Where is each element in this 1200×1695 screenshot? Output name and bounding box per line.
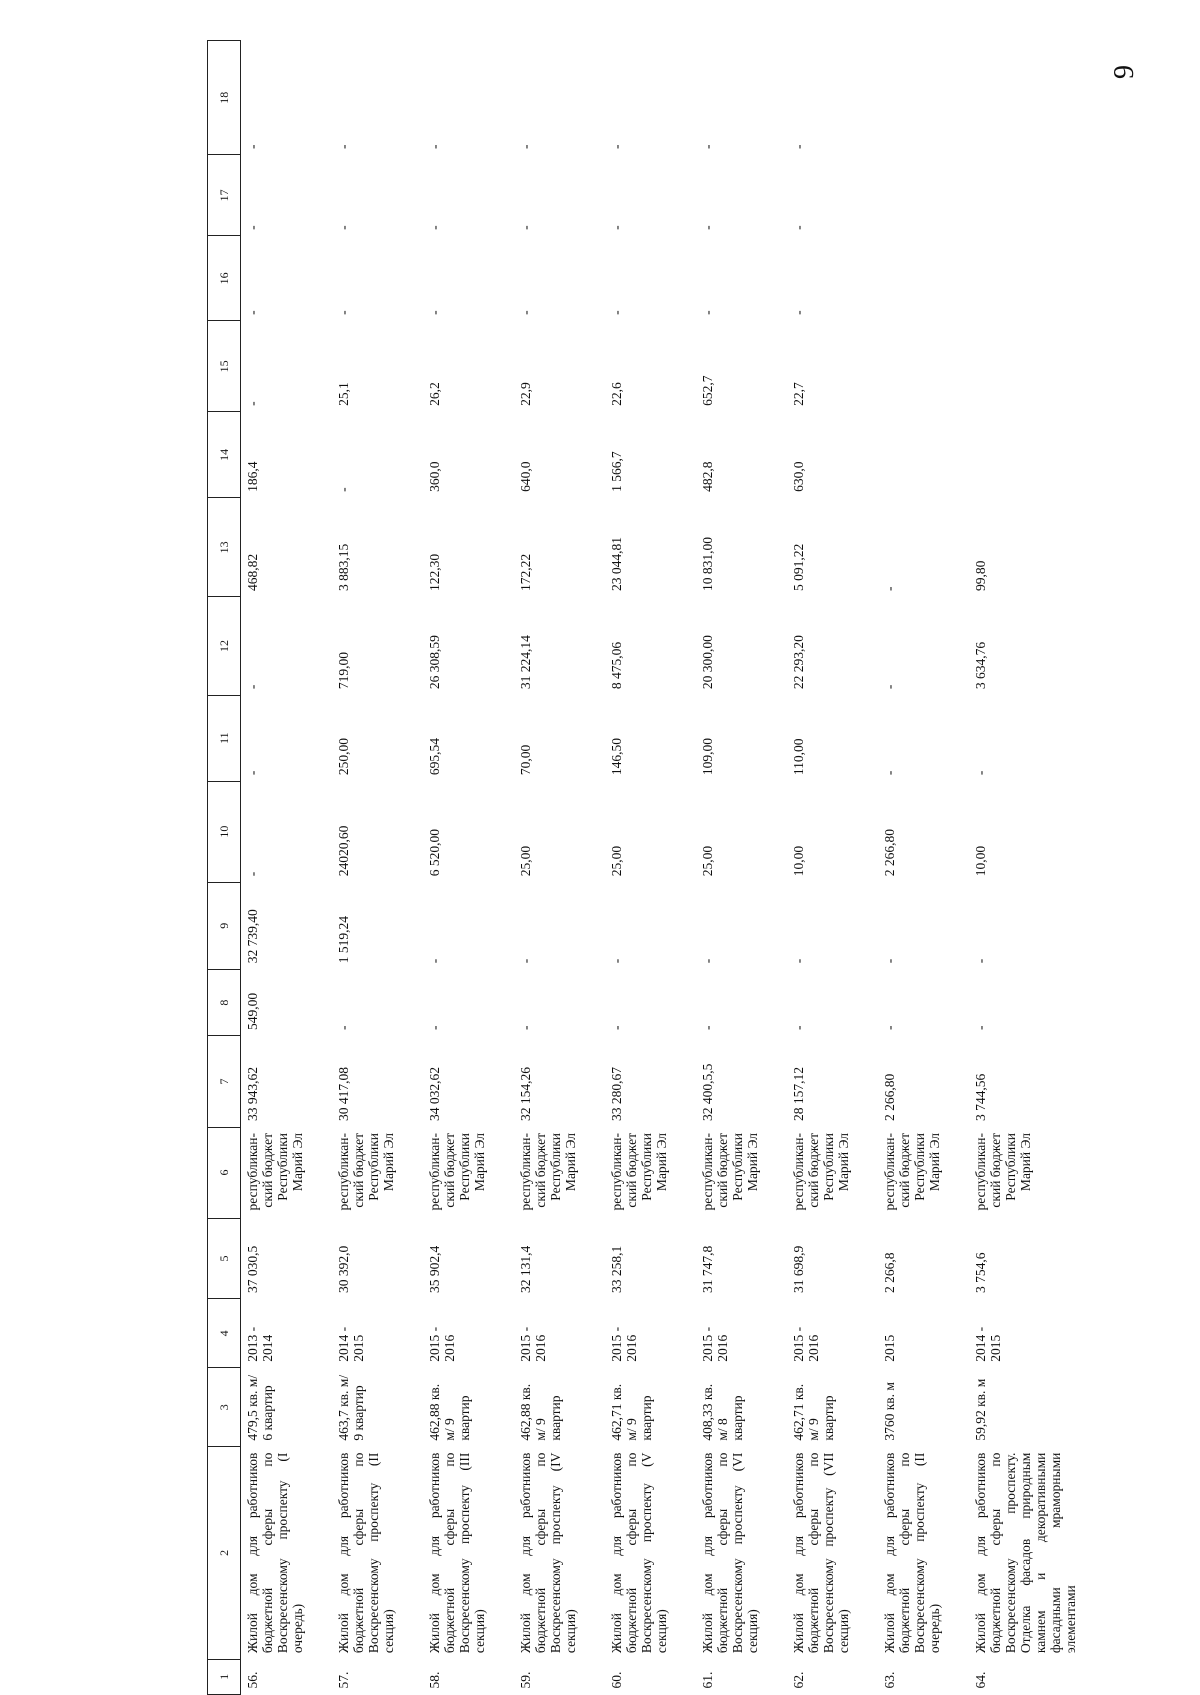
table-cell: - <box>882 770 897 776</box>
table-cell: 2014 - 2015 <box>336 1326 366 1362</box>
table-cell: - <box>973 1025 988 1030</box>
table-cell: 468,82 <box>245 553 260 591</box>
table-row <box>787 41 878 1695</box>
table-row <box>878 41 969 1695</box>
table-cell: 3 754,6 <box>973 1252 988 1293</box>
table-cell: Жилой дом для работников бюджетной сферы по Воскресенскому проспекту (III секция) <box>427 1452 487 1654</box>
table-cell: 640,0 <box>518 461 533 492</box>
table-cell: 32 739,40 <box>245 909 260 964</box>
table-cell: 3 634,76 <box>973 641 988 690</box>
table-cell: 37 030,5 <box>245 1245 260 1293</box>
table-cell: 25,00 <box>518 845 533 877</box>
table-cell: Жилой дом для работников бюджетной сферы по Воскресенскому проспекту (II секция) <box>336 1452 396 1654</box>
column-header: 1 <box>208 1659 241 1694</box>
table-cell: 61. <box>700 1671 715 1689</box>
table-cell: 33 943,62 <box>245 1067 260 1122</box>
table-cell: - <box>518 225 533 230</box>
table-cell: 25,00 <box>700 845 715 877</box>
table-cell: 2015 - 2016 <box>609 1326 639 1362</box>
column-header: 3 <box>208 1368 241 1447</box>
table-cell: 25,00 <box>609 845 624 877</box>
table-cell: - <box>791 958 806 964</box>
table-cell: 22 293,20 <box>791 635 806 690</box>
table-cell: - <box>609 225 624 230</box>
table-cell: 58. <box>427 1671 442 1689</box>
table-cell: - <box>427 1025 442 1030</box>
table-cell: 652,7 <box>700 375 715 406</box>
table-cell: - <box>427 310 442 315</box>
table-cell: 26,2 <box>427 382 442 406</box>
table-cell: 26 308,59 <box>427 635 442 690</box>
table-cell <box>969 236 1078 321</box>
table-row <box>241 41 333 1695</box>
table-cell: - <box>700 1025 715 1030</box>
column-header: 8 <box>208 969 241 1036</box>
table-cell: 70,00 <box>518 744 533 776</box>
table-cell: 549,00 <box>245 992 260 1030</box>
table-cell: - <box>336 225 351 230</box>
column-header: 14 <box>208 412 241 498</box>
table-cell: 2015 - 2016 <box>791 1326 821 1362</box>
table-cell: республикан-ский бюджет Республики Марий Эл <box>882 1133 942 1211</box>
column-header: 9 <box>208 882 241 969</box>
table-cell: Жилой дом для работников бюджетной сферы по Воскресенскому проспекту. Отделка фасадов природным камнем и декоративными фасадными мраморными элементами <box>973 1452 1078 1654</box>
table-cell: 2015 - 2016 <box>700 1326 730 1362</box>
table-cell: 462,71 кв. м/ 9 квартир <box>609 1383 654 1441</box>
table-row <box>514 41 605 1695</box>
table-cell: Жилой дом для работников бюджетной сферы по Воскресенскому проспекту (II очередь) <box>882 1452 942 1654</box>
table-row <box>332 41 423 1695</box>
table-cell: - <box>791 144 806 149</box>
table-cell: 33 280,67 <box>609 1067 624 1122</box>
table-row <box>605 41 696 1695</box>
table-cell: 56. <box>245 1671 260 1689</box>
table-cell: 22,7 <box>791 382 806 406</box>
table-cell: - <box>245 225 260 230</box>
table-cell: 109,00 <box>700 737 715 776</box>
table-cell: - <box>973 958 988 964</box>
table-cell <box>969 412 1078 498</box>
table-cell: Жилой дом для работников бюджетной сферы по Воскресенскому проспекту (VI секция) <box>700 1452 760 1654</box>
table-cell: - <box>336 487 351 492</box>
column-header: 5 <box>208 1218 241 1299</box>
table-cell: 482,8 <box>700 461 715 492</box>
table-cell: 2 266,80 <box>882 828 897 877</box>
header-row <box>208 41 241 1695</box>
table-cell: 250,00 <box>336 737 351 776</box>
table-cell: республикан-ский бюджет Республики Марий Эл <box>609 1133 669 1211</box>
table-cell: республикан-ский бюджет Республики Марий Эл <box>427 1133 487 1211</box>
table-cell: 63. <box>882 1671 897 1689</box>
table-cell: - <box>245 684 260 690</box>
table-cell: 31 747,8 <box>700 1245 715 1293</box>
table-cell: 695,54 <box>427 737 442 776</box>
table-cell: 32 400,5,5 <box>700 1063 715 1122</box>
table-cell: 59. <box>518 1671 533 1689</box>
table-cell: 1 519,24 <box>336 915 351 964</box>
table-cell: 60. <box>609 1671 624 1689</box>
column-header: 11 <box>208 695 241 781</box>
table-cell: - <box>882 684 897 690</box>
table-cell: 3 883,15 <box>336 543 351 591</box>
table-cell: - <box>427 958 442 964</box>
table-cell: 23 044,81 <box>609 536 624 591</box>
table-cell: - <box>245 401 260 406</box>
table-cell: республикан-ский бюджет Республики Марий Эл <box>518 1133 578 1211</box>
table-cell: 22,6 <box>609 382 624 406</box>
table-cell: республикан-ский бюджет Республики Марий Эл <box>700 1133 760 1211</box>
table-cell: 408,33 кв. м/ 8 квартир <box>700 1383 745 1441</box>
data-table <box>207 40 1078 1695</box>
column-header: 12 <box>208 597 241 695</box>
table-cell: 31 698,9 <box>791 1245 806 1293</box>
table-cell <box>878 321 969 412</box>
table-cell: - <box>791 1025 806 1030</box>
table-cell: - <box>973 770 988 776</box>
table-cell: 2013 - 2014 <box>245 1326 275 1362</box>
table-cell: - <box>700 310 715 315</box>
table-cell: 28 157,12 <box>791 1067 806 1122</box>
table-cell: 2015 - 2016 <box>518 1326 548 1362</box>
table-cell: 31 224,14 <box>518 635 533 690</box>
table-cell: республикан-ский бюджет Республики Марий Эл <box>791 1133 851 1211</box>
rotated-table-container <box>207 40 1107 1695</box>
column-header: 10 <box>208 781 241 882</box>
table-cell: - <box>882 586 897 591</box>
table-cell: 10 831,00 <box>700 536 715 591</box>
table-body <box>241 41 1079 1695</box>
table-cell: 479,5 кв. м/ 6 квартир <box>245 1374 275 1441</box>
table-cell: 62. <box>791 1671 806 1689</box>
table-cell: Жилой дом для работников бюджетной сферы по Воскресенскому проспекту (V секция) <box>609 1452 669 1654</box>
page-number: 9 <box>1109 65 1140 79</box>
table-cell: - <box>427 144 442 149</box>
table-cell: 462,88 кв. м/ 9 квартир <box>427 1383 472 1441</box>
table-cell: - <box>245 770 260 776</box>
table-cell: 99,80 <box>973 560 988 591</box>
table-cell <box>969 41 1078 155</box>
table-cell: 2 266,80 <box>882 1073 897 1122</box>
table-cell: - <box>791 225 806 230</box>
table-cell: 20 300,00 <box>700 635 715 690</box>
table-cell: 3 744,56 <box>973 1073 988 1122</box>
table-cell <box>969 321 1078 412</box>
table-cell: 110,00 <box>791 738 806 776</box>
table-cell <box>878 155 969 236</box>
table-cell: 32 131,4 <box>518 1245 533 1293</box>
table-cell: 1 566,7 <box>609 451 624 492</box>
table-cell: 122,30 <box>427 553 442 591</box>
table-cell: 22,9 <box>518 382 533 406</box>
table-cell: - <box>518 958 533 964</box>
table-cell: Жилой дом для работников бюджетной сферы по Воскресенскому проспекту (VII секция) <box>791 1452 851 1654</box>
table-cell: 59,92 кв. м <box>973 1378 988 1441</box>
table-cell: - <box>882 1025 897 1030</box>
table-cell: 34 032,62 <box>427 1067 442 1122</box>
column-header: 2 <box>208 1447 241 1659</box>
column-header: 16 <box>208 236 241 321</box>
table-cell: 8 475,06 <box>609 641 624 690</box>
table-cell: - <box>609 1025 624 1030</box>
table-cell <box>878 412 969 498</box>
table-row <box>423 41 514 1695</box>
table-cell: - <box>245 310 260 315</box>
table-cell: 3760 кв. м <box>882 1382 897 1441</box>
table-cell: республикан-ский бюджет Республики Марий Эл <box>336 1133 396 1211</box>
table-cell: - <box>336 1025 351 1030</box>
table-cell: - <box>700 225 715 230</box>
table-row <box>696 41 787 1695</box>
column-header: 15 <box>208 321 241 412</box>
table-cell <box>969 155 1078 236</box>
table-row <box>969 41 1078 1695</box>
table-cell: 10,00 <box>973 845 988 877</box>
table-cell: - <box>791 310 806 315</box>
table-cell: 6 520,00 <box>427 828 442 877</box>
column-header: 4 <box>208 1299 241 1368</box>
table-cell: - <box>336 144 351 149</box>
table-cell: 10,00 <box>791 845 806 877</box>
table-cell: 186,4 <box>245 461 260 492</box>
table-cell: Жилой дом для работников бюджетной сферы по Воскресенскому проспекту (I очередь) <box>245 1452 305 1654</box>
table-cell <box>878 41 969 155</box>
table-cell: 172,22 <box>518 553 533 591</box>
table-cell: - <box>518 310 533 315</box>
table-cell: - <box>700 958 715 964</box>
column-header: 6 <box>208 1127 241 1218</box>
table-cell: - <box>518 1025 533 1030</box>
table-cell: 30 392,0 <box>336 1245 351 1293</box>
table-cell: 2015 - 2016 <box>427 1326 457 1362</box>
table-cell: Жилой дом для работников бюджетной сферы по Воскресенскому проспекту (IV секция) <box>518 1452 578 1654</box>
table-cell: 2 266,8 <box>882 1252 897 1293</box>
table-cell: 146,50 <box>609 737 624 776</box>
table-cell: республикан-ский бюджет Республики Марий Эл <box>245 1133 305 1211</box>
table-cell: 719,00 <box>336 651 351 690</box>
table-cell: - <box>882 958 897 964</box>
table-cell: 57. <box>336 1671 351 1689</box>
table-cell: 630,0 <box>791 461 806 492</box>
table-cell: 64. <box>973 1671 988 1689</box>
table-cell: - <box>336 310 351 315</box>
table-cell: - <box>518 144 533 149</box>
column-header: 13 <box>208 498 241 597</box>
table-cell: 35 902,4 <box>427 1245 442 1293</box>
table-cell: - <box>700 144 715 149</box>
table-cell: 5 091,22 <box>791 543 806 591</box>
table-cell: 30 417,08 <box>336 1067 351 1122</box>
table-cell: - <box>245 144 260 149</box>
table-cell: республикан-ский бюджет Республики Марий Эл <box>973 1133 1033 1211</box>
table-cell: 33 258,1 <box>609 1245 624 1293</box>
table-cell: 24020,60 <box>336 825 351 877</box>
table-cell: 360,0 <box>427 461 442 492</box>
table-cell: - <box>609 958 624 964</box>
table-cell: 2015 <box>882 1334 897 1362</box>
table-cell: 32 154,26 <box>518 1067 533 1122</box>
table-cell: - <box>245 871 260 877</box>
table-cell: 462,88 кв. м/ 9 квартир <box>518 1383 563 1441</box>
table-cell <box>878 236 969 321</box>
table-cell: 25,1 <box>336 382 351 406</box>
table-cell: 463,7 кв. м/ 9 квартир <box>336 1374 366 1441</box>
table-cell: 2014 - 2015 <box>973 1326 1003 1362</box>
table-cell: - <box>609 310 624 315</box>
column-header: 18 <box>208 41 241 155</box>
table-cell: - <box>609 144 624 149</box>
column-header: 17 <box>208 155 241 236</box>
table-cell: 462,71 кв. м/ 9 квартир <box>791 1383 836 1441</box>
column-header: 7 <box>208 1036 241 1127</box>
table-cell: - <box>427 225 442 230</box>
